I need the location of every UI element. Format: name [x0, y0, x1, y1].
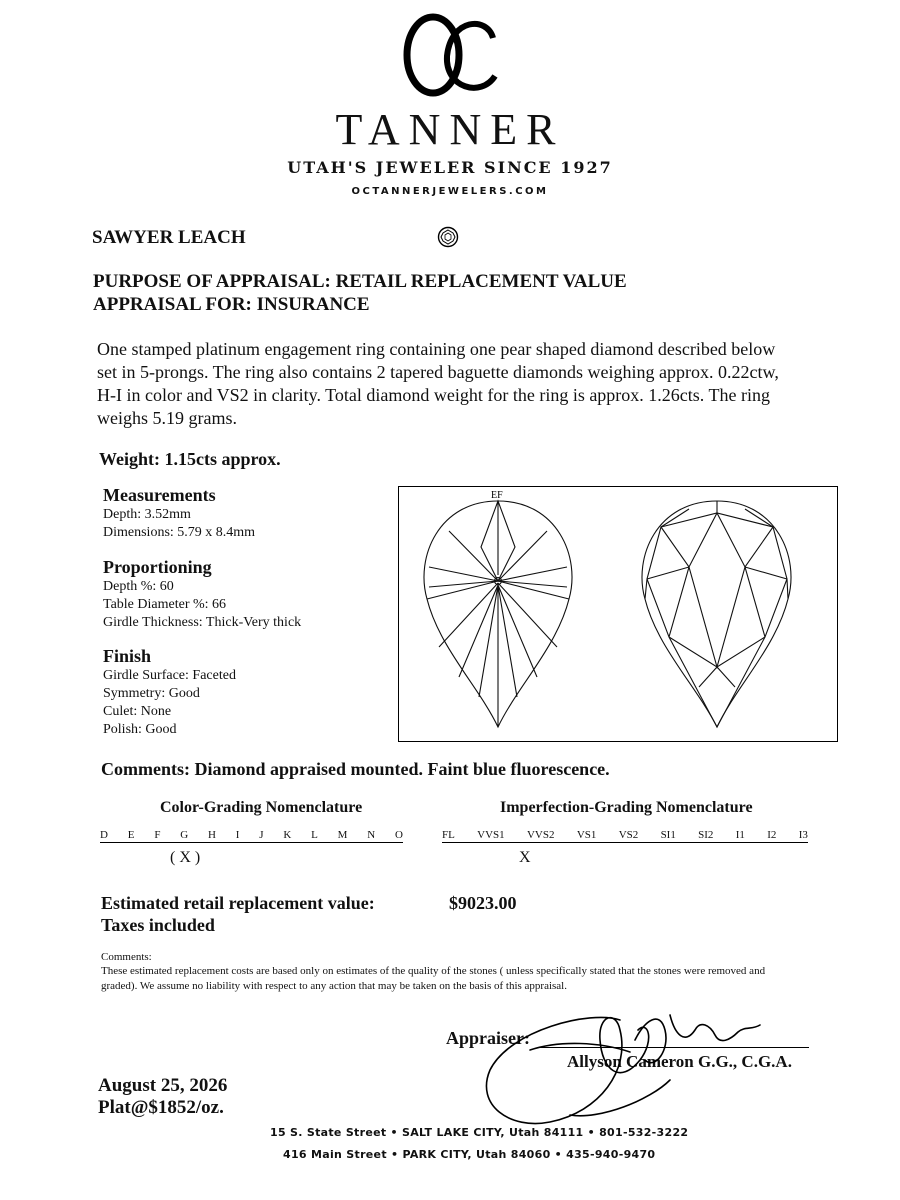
- color-grade: J: [259, 829, 264, 841]
- symmetry: Symmetry: Good: [103, 686, 200, 701]
- color-grade-scale: [100, 829, 403, 843]
- measurements-title: Measurements: [103, 485, 216, 505]
- imperfection-grade-scale: [442, 829, 808, 843]
- imperfection-grade-mark: X: [519, 849, 531, 866]
- imperfection-grading-title: Imperfection-Grading Nomenclature: [500, 799, 753, 816]
- culet: Culet: None: [103, 704, 172, 719]
- address-park-city: 416 Main Street • PARK CITY, Utah 84060 • 435-940-9470: [283, 1148, 656, 1161]
- purpose-of-appraisal: PURPOSE OF APPRAISAL: RETAIL REPLACEMENT VALUE: [93, 271, 627, 292]
- finish-section: [103, 646, 236, 739]
- color-grade: E: [127, 829, 135, 841]
- color-grade-mark: ( X ): [170, 849, 201, 866]
- measurements-section: [103, 485, 255, 542]
- address-salt-lake: 15 S. State Street • SALT LAKE CITY, Utah 84111 • 801-532-3222: [270, 1126, 689, 1139]
- comments-main: Comments: Diamond appraised mounted. Faint blue fluorescence.: [101, 759, 610, 779]
- disclaimer: These estimated replacement costs are based only on estimates of the quality of the stones ( unless specifically stated that the stones were removed and graded). We assume no liability with respect to any action that may be taken on the basis of this appraisal.: [101, 965, 766, 992]
- oc-logo-icon: [395, 8, 505, 103]
- comments-label: Comments:: [101, 951, 152, 963]
- color-grade: D: [100, 829, 108, 841]
- imperfection-grade: FL: [442, 829, 455, 841]
- pear-diamond-diagram-icon: [399, 487, 837, 741]
- tagline: UTAH'S JEWELER SINCE 1927: [287, 158, 613, 177]
- finish-title: Finish: [103, 646, 152, 666]
- polish: Polish: Good: [103, 722, 177, 737]
- signature-icon: [470, 990, 770, 1140]
- color-grade: O: [395, 829, 403, 841]
- imperfection-grade: I3: [798, 829, 808, 841]
- diamond-icon: [437, 226, 459, 248]
- color-grade: G: [180, 829, 189, 841]
- dimensions-value: Dimensions: 5.79 x 8.4mm: [103, 525, 256, 540]
- depth-value: Depth: 3.52mm: [103, 507, 191, 522]
- taxes-note: Taxes included: [101, 915, 215, 935]
- imperfection-grade: SI2: [698, 829, 714, 841]
- color-grade: K: [283, 829, 292, 841]
- proportioning-section: [103, 557, 301, 632]
- appraiser-name: Allyson Cameron G.G., C.G.A.: [567, 1052, 792, 1071]
- imperfection-grade: VVS2: [526, 829, 555, 841]
- girdle-thickness: Girdle Thickness: Thick-Very thick: [103, 615, 302, 630]
- depth-percent: Depth %: 60: [103, 579, 174, 594]
- imperfection-grade: I2: [767, 829, 777, 841]
- girdle-surface: Girdle Surface: Faceted: [103, 668, 236, 683]
- item-description: One stamped platinum engagement ring containing one pear shaped diamond described below set in 5-prongs. The ring also contains 2 tapered baguette diamonds weighing approx. 0.22ctw, H-I in color and VS2 in clarity. Total diamond weight for the ring is approx. 1.26cts. The ring weighs 5.19 grams.: [97, 339, 779, 428]
- appraiser-label: Appraiser:: [446, 1028, 530, 1048]
- diamond-weight: Weight: 1.15cts approx.: [99, 449, 281, 469]
- imperfection-grade: VS1: [576, 829, 597, 841]
- color-grade: N: [367, 829, 376, 841]
- color-grade: M: [337, 829, 348, 841]
- imperfection-grade: VS2: [618, 829, 639, 841]
- color-grade: F: [154, 829, 161, 841]
- imperfection-grade: SI1: [660, 829, 676, 841]
- table-diameter: Table Diameter %: 66: [103, 597, 227, 612]
- diamond-plot-diagram: [398, 486, 838, 742]
- appraisal-for: APPRAISAL FOR: INSURANCE: [93, 294, 370, 315]
- imperfection-grade: VVS1: [477, 829, 505, 841]
- value-label: Estimated retail replacement value:: [101, 893, 375, 913]
- client-name: SAWYER LEACH: [92, 227, 246, 248]
- color-grade: I: [235, 829, 240, 841]
- imperfection-grade: I1: [735, 829, 745, 841]
- proportioning-title: Proportioning: [103, 557, 212, 577]
- website: OCTANNERJEWELERS.COM: [351, 186, 549, 197]
- color-grading-title: Color-Grading Nomenclature: [160, 799, 363, 816]
- color-grade: H: [208, 829, 216, 841]
- diagram-annotation: EF: [491, 490, 503, 501]
- replacement-value: $9023.00: [449, 893, 517, 913]
- platinum-price: Plat@$1852/oz.: [98, 1097, 224, 1118]
- brand-name: TANNER: [335, 105, 565, 154]
- color-grade: L: [311, 829, 318, 841]
- appraisal-date: August 25, 2026: [98, 1075, 228, 1096]
